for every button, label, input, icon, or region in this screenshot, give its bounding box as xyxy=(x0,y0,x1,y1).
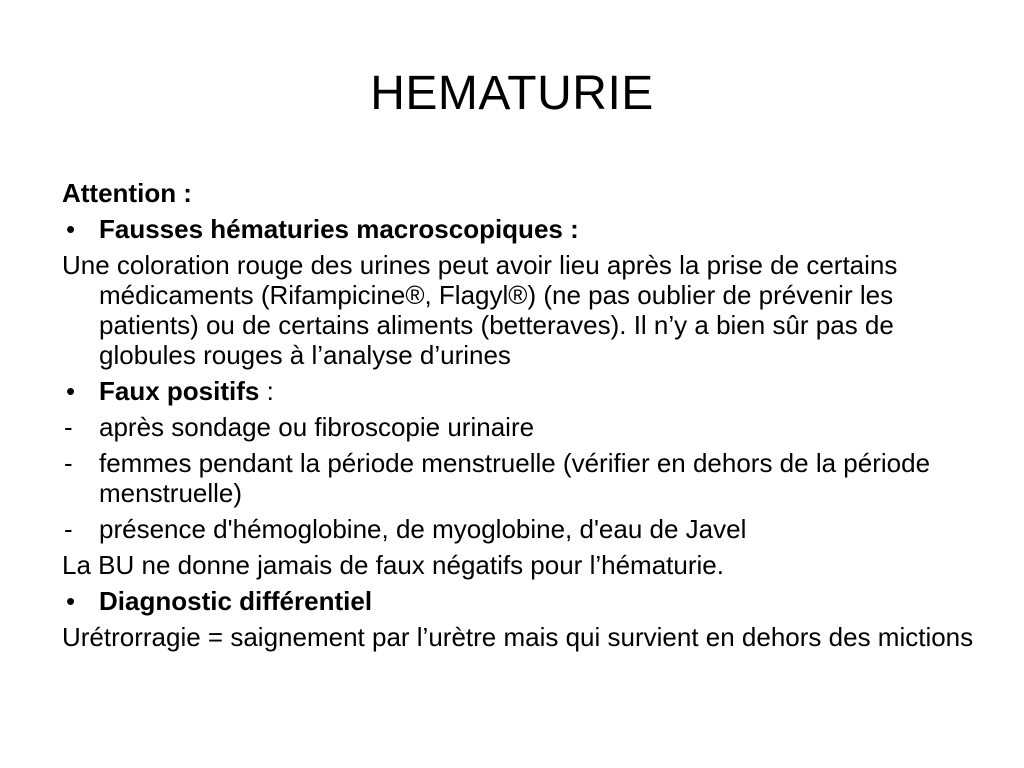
slide-content xyxy=(62,178,982,658)
dash-item xyxy=(62,448,982,508)
fausses-hematuries-text: Une coloration rouge des urines peut avoir lieu après la prise de certains médicaments (Rifampicine®, Flagyl®) (ne pas oublier de prévenir les patients) ou de certains aliments (betteraves). Il n’y a bien sûr pas de globules rouges à l’analyse d’urines xyxy=(62,250,898,370)
diagnostic-heading: Diagnostic différentiel xyxy=(99,586,373,616)
faux-positifs-suffix: : xyxy=(259,376,274,406)
dash-item xyxy=(62,412,982,442)
bullet-icon: • xyxy=(66,376,76,406)
fausses-hematuries-heading: Fausses hématuries macroscopiques : xyxy=(99,214,579,244)
dash-item-text: présence d'hémoglobine, de myoglobine, d'eau de Javel xyxy=(99,514,747,544)
bullet-fausses-hematuries xyxy=(62,214,982,244)
faux-positifs-heading: Faux positifs xyxy=(99,376,260,406)
dash-icon: - xyxy=(64,412,73,442)
bullet-diagnostic xyxy=(62,586,982,616)
slide-title: HEMATURIE xyxy=(370,67,654,120)
dash-icon: - xyxy=(64,448,73,478)
bullet-icon: • xyxy=(66,586,76,616)
dash-item-text: après sondage ou fibroscopie urinaire xyxy=(99,412,535,442)
dash-icon: - xyxy=(64,514,73,544)
bullet-faux-positifs xyxy=(62,376,982,406)
bu-note: La BU ne donne jamais de faux négatifs pour l’hématurie. xyxy=(62,550,724,580)
dash-item xyxy=(62,514,982,544)
attention-label: Attention : xyxy=(62,178,192,208)
bullet-icon: • xyxy=(66,214,76,244)
dash-item-text: femmes pendant la période menstruelle (vérifier en dehors de la période menstruelle) xyxy=(99,448,931,508)
diagnostic-text: Urétrorragie = saignement par l’urètre mais qui survient en dehors des mictions xyxy=(62,622,974,652)
